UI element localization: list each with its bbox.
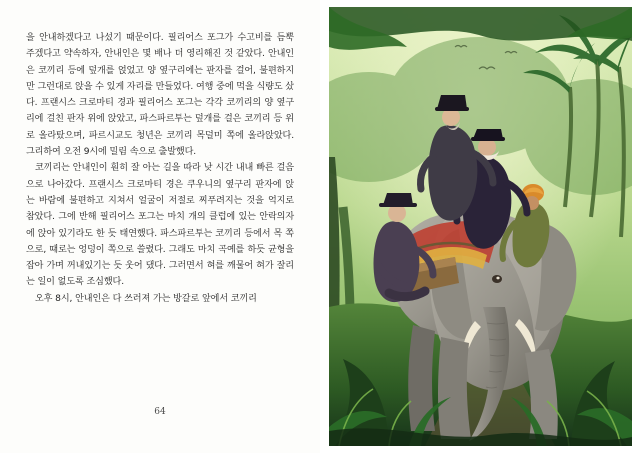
body-text xyxy=(26,30,294,307)
paragraph: 을 안내하겠다고 나섰기 때문이다. 필리어스 포그가 수고비를 듬뿍 주겠다고 약속하자, 안내인은 몇 배나 더 영리해진 것 같았다. 안내인은 코끼리 등에 덮개를 얹었고 양 옆구리에는 판자를 걸어, 불편하지만 그런대로 앉을 수 있게 자리를 만들었다. 여행 중에 먹을 식량도 샀다. 프랜시스 크로마티 경과 필리어스 포그는 각각 코끼리의 양 옆구리에 걸친 판자 위에 앉았고, 파스파르투는 덮개를 걸은 코끼리 등 위로 올라탔으며, 파르시교도 청년은 코끼리 목덜미 쪽에 올라앉았다. 그리하여 오전 9시에 밀림 속으로 출발했다. xyxy=(26,33,294,158)
right-illustration-page xyxy=(320,0,640,453)
page-number: 64 xyxy=(154,407,166,417)
paragraph: 코끼리는 안내인이 훤히 잘 아는 길을 따라 낮 시간 내내 빠른 걸음으로 나아갔다. 프랜시스 크로마티 경은 쿠우니의 옆구리 판자에 앉는 바람에 불편하고 지쳐서 얼굴이 저절로 찌푸려지는 것을 억지로 참았다. 그에 반해 필리어스 포그는 마치 개의 클럽에 있는 안락의자에 앉아 있기라도 한 듯 태연했다. 파스파르투는 코끼리 등에서 목 쪽으로, 때로는 엉덩이 쪽으로 쓸렸다. 그래도 마치 곡예를 하듯 균형을 잡아 가며 꺼내있기는 듯 웃어 댔다. 그러면서 혀를 깨물어 혀가 잘리는 일이 없도록 조심했다. xyxy=(26,163,294,288)
elephant-jungle-illustration xyxy=(329,7,632,446)
illustration-artwork xyxy=(329,7,632,446)
paragraph: 오후 8시, 안내인은 다 쓰러져 가는 방갈로 앞에서 코끼리 xyxy=(35,293,257,304)
